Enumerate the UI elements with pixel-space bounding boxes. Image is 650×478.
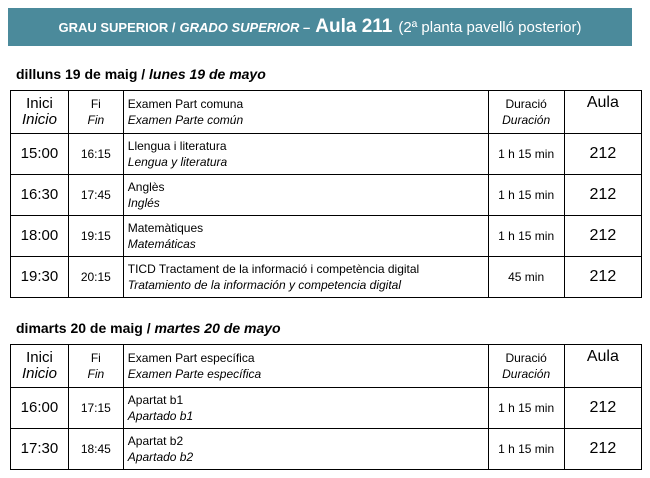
row-subject-es: Lengua y literatura xyxy=(127,155,228,169)
row-start: 18:00 xyxy=(11,216,69,257)
header-start-es: Inicio xyxy=(21,365,57,382)
row-subject-ca: Matemàtiques xyxy=(127,221,204,235)
header-subject-es: Examen Parte común xyxy=(127,113,244,127)
header-end-ca: Fi xyxy=(90,351,101,365)
row-end: 20:15 xyxy=(68,257,123,298)
row-start: 15:00 xyxy=(11,134,69,175)
header-duration-es: Duración xyxy=(502,113,551,127)
header-end-es: Fin xyxy=(87,367,105,381)
day-title-es: martes 20 de mayo xyxy=(154,320,281,336)
row-start: 17:30 xyxy=(11,429,69,470)
row-start: 19:30 xyxy=(11,257,69,298)
row-subject-es: Apartado b1 xyxy=(127,409,194,423)
page-banner xyxy=(8,8,632,46)
row-subject xyxy=(123,216,488,257)
row-subject-ca: Anglès xyxy=(127,180,165,194)
row-subject-ca: Llengua i literatura xyxy=(127,139,227,153)
row-duration: 1 h 15 min xyxy=(488,134,564,175)
header-duration xyxy=(488,91,564,134)
header-duration-es: Duración xyxy=(502,367,551,381)
row-start: 16:30 xyxy=(11,175,69,216)
day-title-es: lunes 19 de mayo xyxy=(149,66,266,82)
row-duration: 1 h 15 min xyxy=(488,216,564,257)
banner-location: (2ª planta pavelló posterior) xyxy=(398,18,582,36)
header-end-ca: Fi xyxy=(90,97,101,111)
header-subject-es: Examen Parte específica xyxy=(127,367,262,381)
banner-level-es: GRADO SUPERIOR – xyxy=(179,19,311,35)
header-end-es: Fin xyxy=(87,113,105,127)
row-subject xyxy=(123,175,488,216)
row-subject xyxy=(123,257,488,298)
row-subject xyxy=(123,134,488,175)
header-subject xyxy=(123,91,488,134)
table-row xyxy=(11,216,642,257)
header-start-es: Inicio xyxy=(21,111,57,128)
row-duration: 1 h 15 min xyxy=(488,429,564,470)
header-subject-ca: Examen Part específica xyxy=(127,351,255,365)
header-end xyxy=(68,345,123,388)
row-room: 212 xyxy=(564,388,641,429)
table-row xyxy=(11,175,642,216)
table-row xyxy=(11,429,642,470)
day-title xyxy=(16,66,266,82)
row-subject-ca: TICD Tractament de la informació i competència digital xyxy=(127,262,420,276)
row-subject-es: Tratamiento de la información y competencia digital xyxy=(127,278,402,292)
row-duration: 45 min xyxy=(488,257,564,298)
row-subject-es: Matemáticas xyxy=(127,237,196,251)
row-subject xyxy=(123,429,488,470)
row-subject-es: Apartado b2 xyxy=(127,450,194,464)
header-start xyxy=(11,345,69,388)
row-start: 16:00 xyxy=(11,388,69,429)
row-end: 18:45 xyxy=(68,429,123,470)
row-duration: 1 h 15 min xyxy=(488,388,564,429)
day-title-ca: dimarts 20 de maig / xyxy=(16,320,151,336)
table-row xyxy=(11,257,642,298)
table-header-row xyxy=(11,345,642,388)
row-room: 212 xyxy=(564,175,641,216)
header-start-ca: Inici xyxy=(26,95,53,112)
schedule-table xyxy=(10,90,642,298)
row-subject-es: Inglés xyxy=(127,196,160,210)
header-subject-ca: Examen Part comuna xyxy=(127,97,244,111)
header-duration-ca: Duració xyxy=(505,97,547,111)
row-end: 17:15 xyxy=(68,388,123,429)
row-room: 212 xyxy=(564,216,641,257)
banner-level-ca: GRAU SUPERIOR / xyxy=(58,19,176,35)
day-title xyxy=(16,320,281,336)
table-header-row xyxy=(11,91,642,134)
header-duration-ca: Duració xyxy=(505,351,547,365)
row-room: 212 xyxy=(564,134,641,175)
row-room: 212 xyxy=(564,257,641,298)
row-room: 212 xyxy=(564,429,641,470)
row-end: 19:15 xyxy=(68,216,123,257)
header-subject xyxy=(123,345,488,388)
row-subject-ca: Apartat b2 xyxy=(127,434,184,448)
header-duration xyxy=(488,345,564,388)
header-room: Aula xyxy=(564,345,641,388)
row-subject-ca: Apartat b1 xyxy=(127,393,184,407)
header-room: Aula xyxy=(564,91,641,134)
header-end xyxy=(68,91,123,134)
header-start-ca: Inici xyxy=(26,349,53,366)
table-row xyxy=(11,134,642,175)
schedule-table xyxy=(10,344,642,470)
banner-room: Aula 211 xyxy=(315,16,393,37)
row-duration: 1 h 15 min xyxy=(488,175,564,216)
header-start xyxy=(11,91,69,134)
row-subject xyxy=(123,388,488,429)
day-title-ca: dilluns 19 de maig / xyxy=(16,66,146,82)
row-end: 17:45 xyxy=(68,175,123,216)
table-row xyxy=(11,388,642,429)
row-end: 16:15 xyxy=(68,134,123,175)
